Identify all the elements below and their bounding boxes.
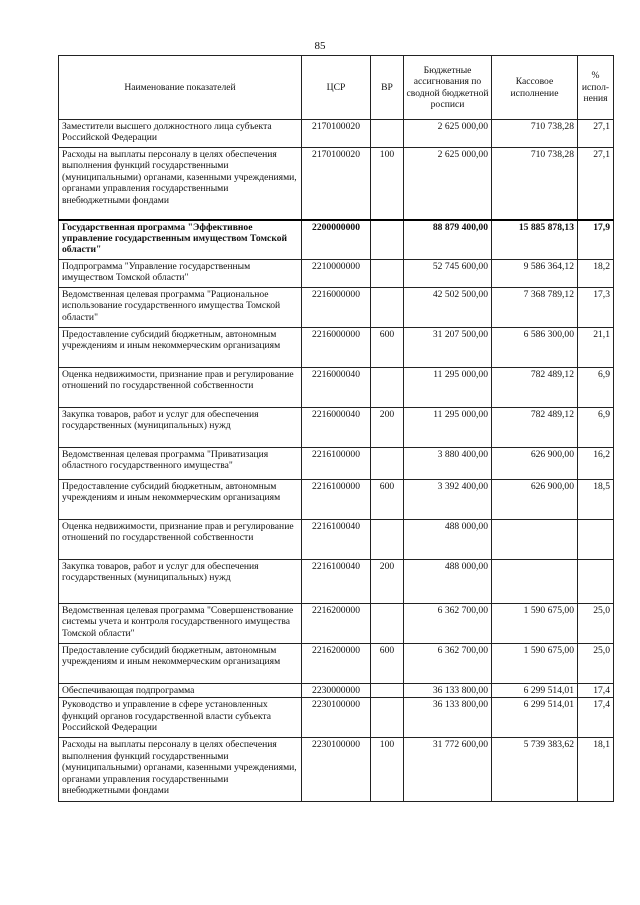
- row-csr-cell: 2216000000: [302, 288, 371, 328]
- row-vr-cell: [371, 604, 404, 644]
- row-assign-cell: 36 133 800,00: [404, 684, 492, 698]
- row-name-cell: Заместители высшего должностного лица субъекта Российской Федерации: [59, 120, 302, 148]
- header-assign: Бюджетные ассигнования по сводной бюджетной росписи: [404, 56, 492, 120]
- table-row: [59, 644, 614, 684]
- row-vr-cell: [371, 260, 404, 288]
- table-row: [59, 684, 614, 698]
- row-pct-cell: 27,1: [578, 120, 614, 148]
- table-row: [59, 260, 614, 288]
- table-row: [59, 120, 614, 148]
- row-pct-cell: 25,0: [578, 644, 614, 684]
- table-row: [59, 520, 614, 560]
- row-csr-cell: 2216000040: [302, 408, 371, 448]
- row-cash-cell: 710 738,28: [492, 148, 578, 220]
- row-csr-cell: 2216100000: [302, 480, 371, 520]
- row-vr-cell: [371, 698, 404, 738]
- row-vr-cell: 600: [371, 644, 404, 684]
- budget-table: [58, 55, 614, 802]
- table-row: [59, 220, 614, 260]
- row-pct-cell: 17,9: [578, 220, 614, 260]
- row-pct-cell: 25,0: [578, 604, 614, 644]
- header-csr: ЦСР: [302, 56, 371, 120]
- row-assign-cell: 42 502 500,00: [404, 288, 492, 328]
- row-pct-cell: 16,2: [578, 448, 614, 480]
- row-name-cell: Подпрограмма "Управление государственным имуществом Томской области": [59, 260, 302, 288]
- row-cash-cell: 6 299 514,01: [492, 698, 578, 738]
- row-vr-cell: [371, 684, 404, 698]
- row-pct-cell: 18,1: [578, 738, 614, 802]
- row-cash-cell: 6 586 300,00: [492, 328, 578, 368]
- row-csr-cell: 2216100000: [302, 448, 371, 480]
- row-assign-cell: 52 745 600,00: [404, 260, 492, 288]
- row-cash-cell: 626 900,00: [492, 480, 578, 520]
- row-cash-cell: 782 489,12: [492, 368, 578, 408]
- row-name-cell: Оценка недвижимости, признание прав и регулирование отношений по государственной собственности: [59, 520, 302, 560]
- row-pct-cell: 18,5: [578, 480, 614, 520]
- row-name-cell: Предоставление субсидий бюджетным, автономным учреждениям и иным некоммерческим организациям: [59, 644, 302, 684]
- row-csr-cell: 2216100040: [302, 520, 371, 560]
- row-csr-cell: 2230100000: [302, 738, 371, 802]
- table-row: [59, 368, 614, 408]
- row-csr-cell: 2216200000: [302, 604, 371, 644]
- row-vr-cell: 200: [371, 408, 404, 448]
- row-assign-cell: 488 000,00: [404, 560, 492, 604]
- row-assign-cell: 3 392 400,00: [404, 480, 492, 520]
- row-name-cell: Расходы на выплаты персоналу в целях обеспечения выполнения функций государственными (муниципальными) органами, казенными учреждениями, органами управления государственными внебюджетными фондами: [59, 738, 302, 802]
- row-name-cell: Государственная программа "Эффективное управление государственным имуществом Томской области": [59, 220, 302, 260]
- row-csr-cell: 2230100000: [302, 698, 371, 738]
- row-vr-cell: 600: [371, 328, 404, 368]
- row-csr-cell: 2216200000: [302, 644, 371, 684]
- row-assign-cell: 31 772 600,00: [404, 738, 492, 802]
- row-csr-cell: 2170100020: [302, 148, 371, 220]
- row-name-cell: Ведомственная целевая программа "Рациональное использование государственного имущества Томской области": [59, 288, 302, 328]
- row-pct-cell: 17,4: [578, 698, 614, 738]
- row-name-cell: Закупка товаров, работ и услуг для обеспечения государственных (муниципальных) нужд: [59, 560, 302, 604]
- table-row: [59, 698, 614, 738]
- table-row: [59, 408, 614, 448]
- row-cash-cell: 7 368 789,12: [492, 288, 578, 328]
- table-row: [59, 448, 614, 480]
- row-name-cell: Ведомственная целевая программа "Приватизация областного государственного имущества": [59, 448, 302, 480]
- row-vr-cell: [371, 368, 404, 408]
- row-cash-cell: 1 590 675,00: [492, 644, 578, 684]
- row-assign-cell: 11 295 000,00: [404, 368, 492, 408]
- row-pct-cell: [578, 560, 614, 604]
- row-assign-cell: 88 879 400,00: [404, 220, 492, 260]
- row-vr-cell: [371, 120, 404, 148]
- row-cash-cell: 5 739 383,62: [492, 738, 578, 802]
- row-cash-cell: 9 586 364,12: [492, 260, 578, 288]
- row-vr-cell: [371, 288, 404, 328]
- row-assign-cell: 6 362 700,00: [404, 644, 492, 684]
- row-csr-cell: 2230000000: [302, 684, 371, 698]
- row-name-cell: Руководство и управление в сфере установленных функций органов государственной власти субъекта Российской Федерации: [59, 698, 302, 738]
- row-csr-cell: 2216100040: [302, 560, 371, 604]
- row-vr-cell: [371, 448, 404, 480]
- row-pct-cell: 6,9: [578, 368, 614, 408]
- row-assign-cell: 6 362 700,00: [404, 604, 492, 644]
- row-vr-cell: [371, 520, 404, 560]
- row-name-cell: Ведомственная целевая программа "Совершенствование системы учета и контроля государственного имущества Томской области": [59, 604, 302, 644]
- row-name-cell: Предоставление субсидий бюджетным, автономным учреждениям и иным некоммерческим организациям: [59, 480, 302, 520]
- row-cash-cell: 710 738,28: [492, 120, 578, 148]
- row-name-cell: Обеспечивающая подпрограмма: [59, 684, 302, 698]
- header-vr: ВР: [371, 56, 404, 120]
- row-csr-cell: 2216000040: [302, 368, 371, 408]
- table-row: [59, 480, 614, 520]
- row-assign-cell: 11 295 000,00: [404, 408, 492, 448]
- row-cash-cell: [492, 560, 578, 604]
- row-csr-cell: 2170100020: [302, 120, 371, 148]
- row-assign-cell: 31 207 500,00: [404, 328, 492, 368]
- row-vr-cell: 600: [371, 480, 404, 520]
- table-row: [59, 738, 614, 802]
- table-row: [59, 148, 614, 220]
- row-name-cell: Закупка товаров, работ и услуг для обеспечения государственных (муниципальных) нужд: [59, 408, 302, 448]
- row-cash-cell: 15 885 878,13: [492, 220, 578, 260]
- row-cash-cell: 626 900,00: [492, 448, 578, 480]
- row-assign-cell: 2 625 000,00: [404, 120, 492, 148]
- row-pct-cell: 17,3: [578, 288, 614, 328]
- row-csr-cell: 2216000000: [302, 328, 371, 368]
- table-row: [59, 288, 614, 328]
- row-csr-cell: 2200000000: [302, 220, 371, 260]
- row-pct-cell: 21,1: [578, 328, 614, 368]
- header-cash: Кассовое исполнение: [492, 56, 578, 120]
- header-name: Наименование показателей: [59, 56, 302, 120]
- row-vr-cell: 100: [371, 738, 404, 802]
- row-name-cell: Расходы на выплаты персоналу в целях обеспечения выполнения функций государственными (муниципальными) органами, казенными учреждениями, органами управления государственными внебюджетными фондами: [59, 148, 302, 220]
- row-pct-cell: 17,4: [578, 684, 614, 698]
- row-pct-cell: [578, 520, 614, 560]
- row-cash-cell: 1 590 675,00: [492, 604, 578, 644]
- row-pct-cell: 18,2: [578, 260, 614, 288]
- header-pct: % испол-нения: [578, 56, 614, 120]
- row-vr-cell: 200: [371, 560, 404, 604]
- row-name-cell: Предоставление субсидий бюджетным, автономным учреждениям и иным некоммерческим организациям: [59, 328, 302, 368]
- row-pct-cell: 27,1: [578, 148, 614, 220]
- row-vr-cell: 100: [371, 148, 404, 220]
- table-header-row: [59, 56, 614, 120]
- row-assign-cell: 2 625 000,00: [404, 148, 492, 220]
- row-assign-cell: 36 133 800,00: [404, 698, 492, 738]
- table-row: [59, 604, 614, 644]
- row-assign-cell: 488 000,00: [404, 520, 492, 560]
- row-pct-cell: 6,9: [578, 408, 614, 448]
- table-row: [59, 328, 614, 368]
- row-cash-cell: 782 489,12: [492, 408, 578, 448]
- row-csr-cell: 2210000000: [302, 260, 371, 288]
- row-name-cell: Оценка недвижимости, признание прав и регулирование отношений по государственной собственности: [59, 368, 302, 408]
- table-row: [59, 560, 614, 604]
- row-cash-cell: 6 299 514,01: [492, 684, 578, 698]
- row-assign-cell: 3 880 400,00: [404, 448, 492, 480]
- page-number: 85: [314, 40, 326, 52]
- row-cash-cell: [492, 520, 578, 560]
- row-vr-cell: [371, 220, 404, 260]
